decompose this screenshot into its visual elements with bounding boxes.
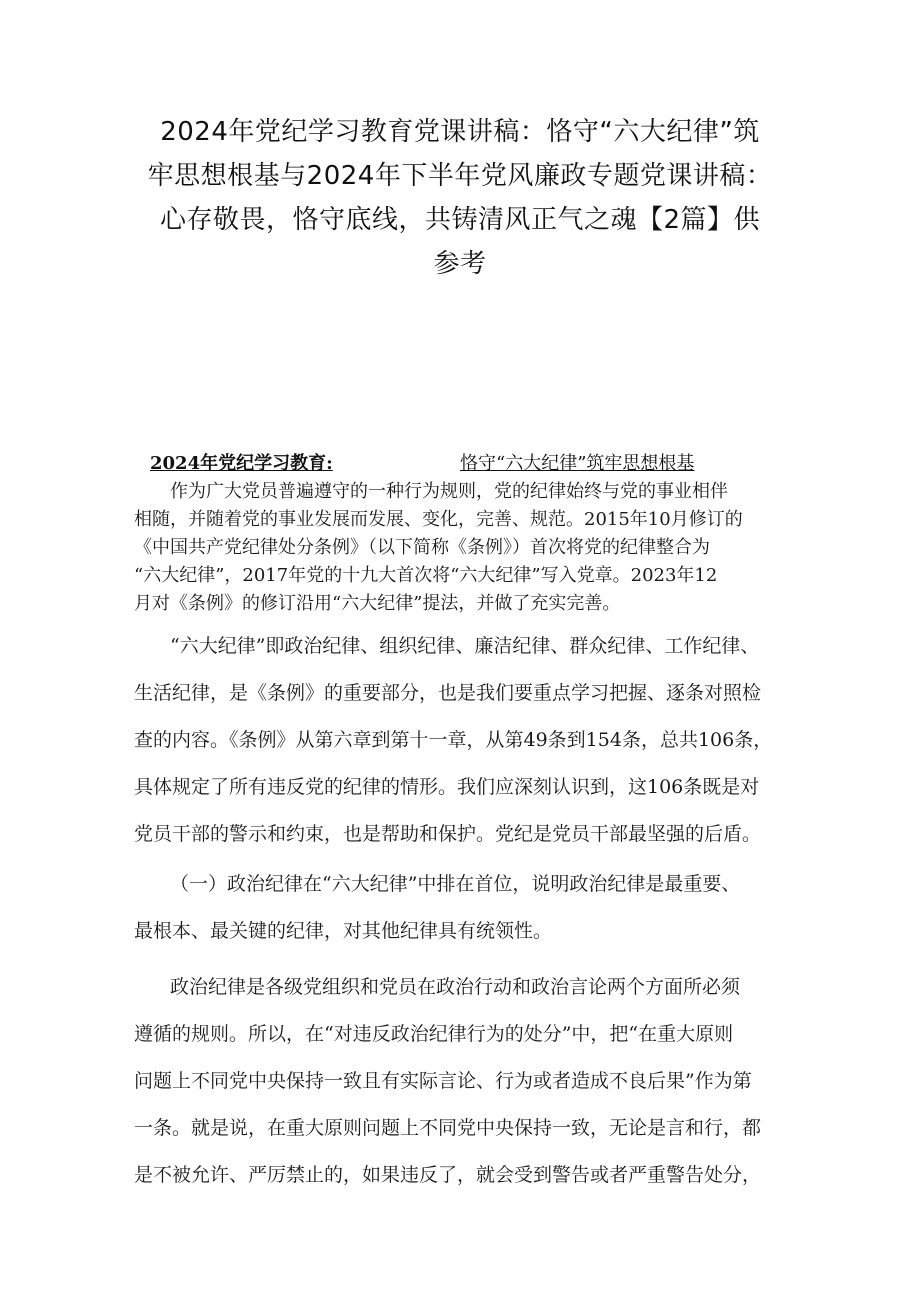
paragraph-line: 最根本、最关键的纪律，对其他纪律具有统领性。 xyxy=(134,920,553,942)
paragraph-intro xyxy=(134,478,790,618)
paragraph-line: 问题上不同党中央保持一致且有实际言论、行为或者造成不良后果”作为第 xyxy=(134,1070,752,1092)
paragraph-line: 政治纪律是各级党组织和党员在政治行动和政治言论两个方面所必须 xyxy=(170,976,741,998)
paragraph-line: 作为广大党员普遍遵守的一种行为规则，党的纪律始终与党的事业相伴 xyxy=(170,481,728,502)
subheading-right: 恪守“六大纪律”筑牢思想根基 xyxy=(460,453,695,474)
paragraph-line: 党员干部的警示和约束，也是帮助和保护。党纪是党员干部最坚强的后盾。 xyxy=(134,823,762,845)
paragraph-six-disciplines xyxy=(134,623,790,858)
subheading-left: 2024年党纪学习教育: xyxy=(150,453,333,474)
paragraph-line: “六大纪律”，2017年党的十九大首次将“六大纪律”写入党章。2023年12 xyxy=(134,565,718,586)
paragraph-line: 具体规定了所有违反党的纪律的情形。我们应深刻认识到，这106条既是对 xyxy=(134,776,760,798)
paragraph-line: 一条。就是说，在重大原则问题上不同党中央保持一致，无论是言和行，都 xyxy=(134,1117,762,1139)
paragraph-line: 《中国共产党纪律处分条例》（以下简称《条例》）首次将党的纪律整合为 xyxy=(134,537,710,558)
paragraph-line: 相随，并随着党的事业发展而发展、变化，完善、规范。2015年10月修订的 xyxy=(134,509,743,530)
title-line: 心存敬畏，恪守底线，共铸清风正气之魂【2篇】供 xyxy=(159,205,761,235)
title-line: 牢思想根基与2024年下半年党风廉政专题党课讲稿： xyxy=(147,161,773,191)
paragraph-political-rules xyxy=(134,964,790,1199)
paragraph-political-first xyxy=(134,861,790,955)
paragraph-line: 是不被允许、严厉禁止的，如果违反了，就会受到警告或者严重警告处分， xyxy=(134,1164,762,1186)
paragraph-line: 生活纪律，是《条例》的重要部分，也是我们要重点学习把握、逐条对照检 xyxy=(134,682,762,704)
paragraph-line: “六大纪律”即政治纪律、组织纪律、廉洁纪律、群众纪律、工作纪律、 xyxy=(170,635,760,657)
paragraph-line: 遵循的规则。所以，在“对违反政治纪律行为的处分”中，把“在重大原则 xyxy=(134,1023,734,1045)
title-line: 参考 xyxy=(433,249,487,279)
paragraph-line: （一）政治纪律在“六大纪律”中排在首位，说明政治纪律是最重要、 xyxy=(170,873,741,895)
paragraph-line: 查的内容。《条例》从第六章到第十一章，从第49条到154条，总共106条， xyxy=(134,729,773,751)
title-line: 2024年党纪学习教育党课讲稿：恪守“六大纪律”筑 xyxy=(160,117,760,147)
paragraph-line: 月对《条例》的修订沿用“六大纪律”提法，并做了充实完善。 xyxy=(134,593,621,614)
document-title xyxy=(120,110,800,286)
